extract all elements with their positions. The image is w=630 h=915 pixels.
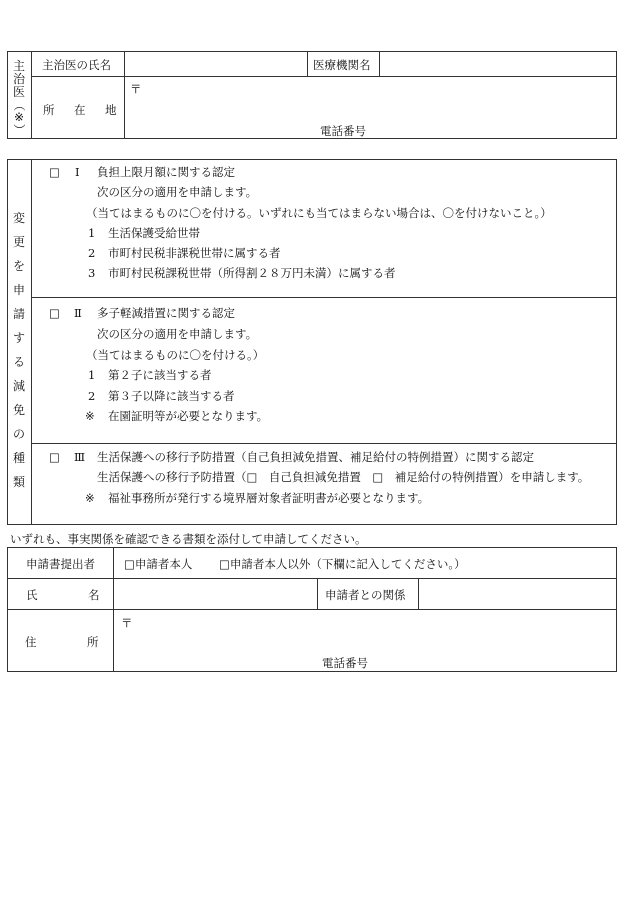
section2-item2-text: 第３子以降に該当する者 <box>108 389 235 403</box>
section1-item1-num: 1 <box>88 226 96 240</box>
section3-numeral: Ⅲ <box>74 450 86 464</box>
submitter-option-self[interactable]: □申請者本人 <box>124 557 193 571</box>
address-label: 住 所 <box>25 635 103 649</box>
doctor-name-field[interactable] <box>126 53 305 75</box>
section1-item2-num: 2 <box>88 246 96 260</box>
section1-line1: 次の区分の適用を申請します。 <box>97 185 258 199</box>
section1-note: （当てはまるものに〇を付ける。いずれにも当てはまらない場合は、〇を付けないこと。） <box>86 206 552 220</box>
section3-checkbox[interactable]: □ <box>49 450 60 464</box>
section1-numeral: Ⅰ <box>75 165 80 179</box>
section2-title: 多子軽減措置に関する認定 <box>97 306 235 320</box>
doctor-address-field[interactable] <box>126 78 615 120</box>
section1-title: 負担上限月額に関する認定 <box>97 165 235 179</box>
phone-label: 電話番号 <box>322 656 368 670</box>
relation-label: 申請者との関係 <box>325 588 406 602</box>
instruction-text: いずれも、事実関係を確認できる書類を添付して申請してください。 <box>10 532 367 546</box>
section3-line1: 生活保護への移行予防措置（□ 自己負担減免措置 □ 補足給付の特例措置）を申請します。 <box>97 470 590 484</box>
doctor-phone-label: 電話番号 <box>320 124 366 138</box>
section2-note: （当てはまるものに〇を付ける。） <box>86 348 265 362</box>
name-field[interactable] <box>115 580 315 607</box>
section3-note-mark: ※ <box>85 491 95 505</box>
section1-item1-text: 生活保護受給世帯 <box>108 226 200 240</box>
postal-mark: 〒 <box>121 616 133 630</box>
doctor-postal-mark: 〒 <box>130 82 142 96</box>
section2-numeral: Ⅱ <box>74 306 82 320</box>
address-field[interactable] <box>115 611 615 651</box>
section1-item3-num: 3 <box>88 266 96 280</box>
relation-field[interactable] <box>420 580 615 607</box>
institution-label: 医療機関名 <box>313 58 371 72</box>
doctor-address-label: 所 在 地 <box>43 103 121 117</box>
section2-checkbox[interactable]: □ <box>49 306 60 320</box>
section3-title: 生活保護への移行予防措置（自己負担減免措置、補足給付の特例措置）に関する認定 <box>97 450 534 464</box>
submitter-label: 申請書提出者 <box>26 557 95 571</box>
section2-item3-text: 在園証明等が必要となります。 <box>108 409 269 423</box>
section1-checkbox[interactable]: □ <box>49 165 60 179</box>
section1-item3-text: 市町村民税課税世帯（所得割２８万円未満）に属する者 <box>108 266 396 280</box>
doctor-side-label: 主 治 医 （ ※ ） <box>12 59 26 136</box>
name-label: 氏 名 <box>26 588 104 602</box>
section3-note: 福祉事務所が発行する境界層対象者証明書が必要となります。 <box>108 491 430 505</box>
section1-item2-text: 市町村民税非課税世帯に属する者 <box>108 246 281 260</box>
submitter-option-other[interactable]: □申請者本人以外（下欄に記入してください。） <box>219 557 466 571</box>
change-side-label: 変 更 を 申 請 す る 減 免 の 種 類 <box>12 211 25 489</box>
institution-field[interactable] <box>381 53 615 75</box>
section2-item1-num: 1 <box>88 368 96 382</box>
section2-item2-num: 2 <box>88 389 96 403</box>
section2-line1: 次の区分の適用を申請します。 <box>97 327 258 341</box>
section2-item3-num: ※ <box>85 409 95 423</box>
section2-item1-text: 第２子に該当する者 <box>108 368 212 382</box>
doctor-name-label: 主治医の氏名 <box>42 58 111 72</box>
